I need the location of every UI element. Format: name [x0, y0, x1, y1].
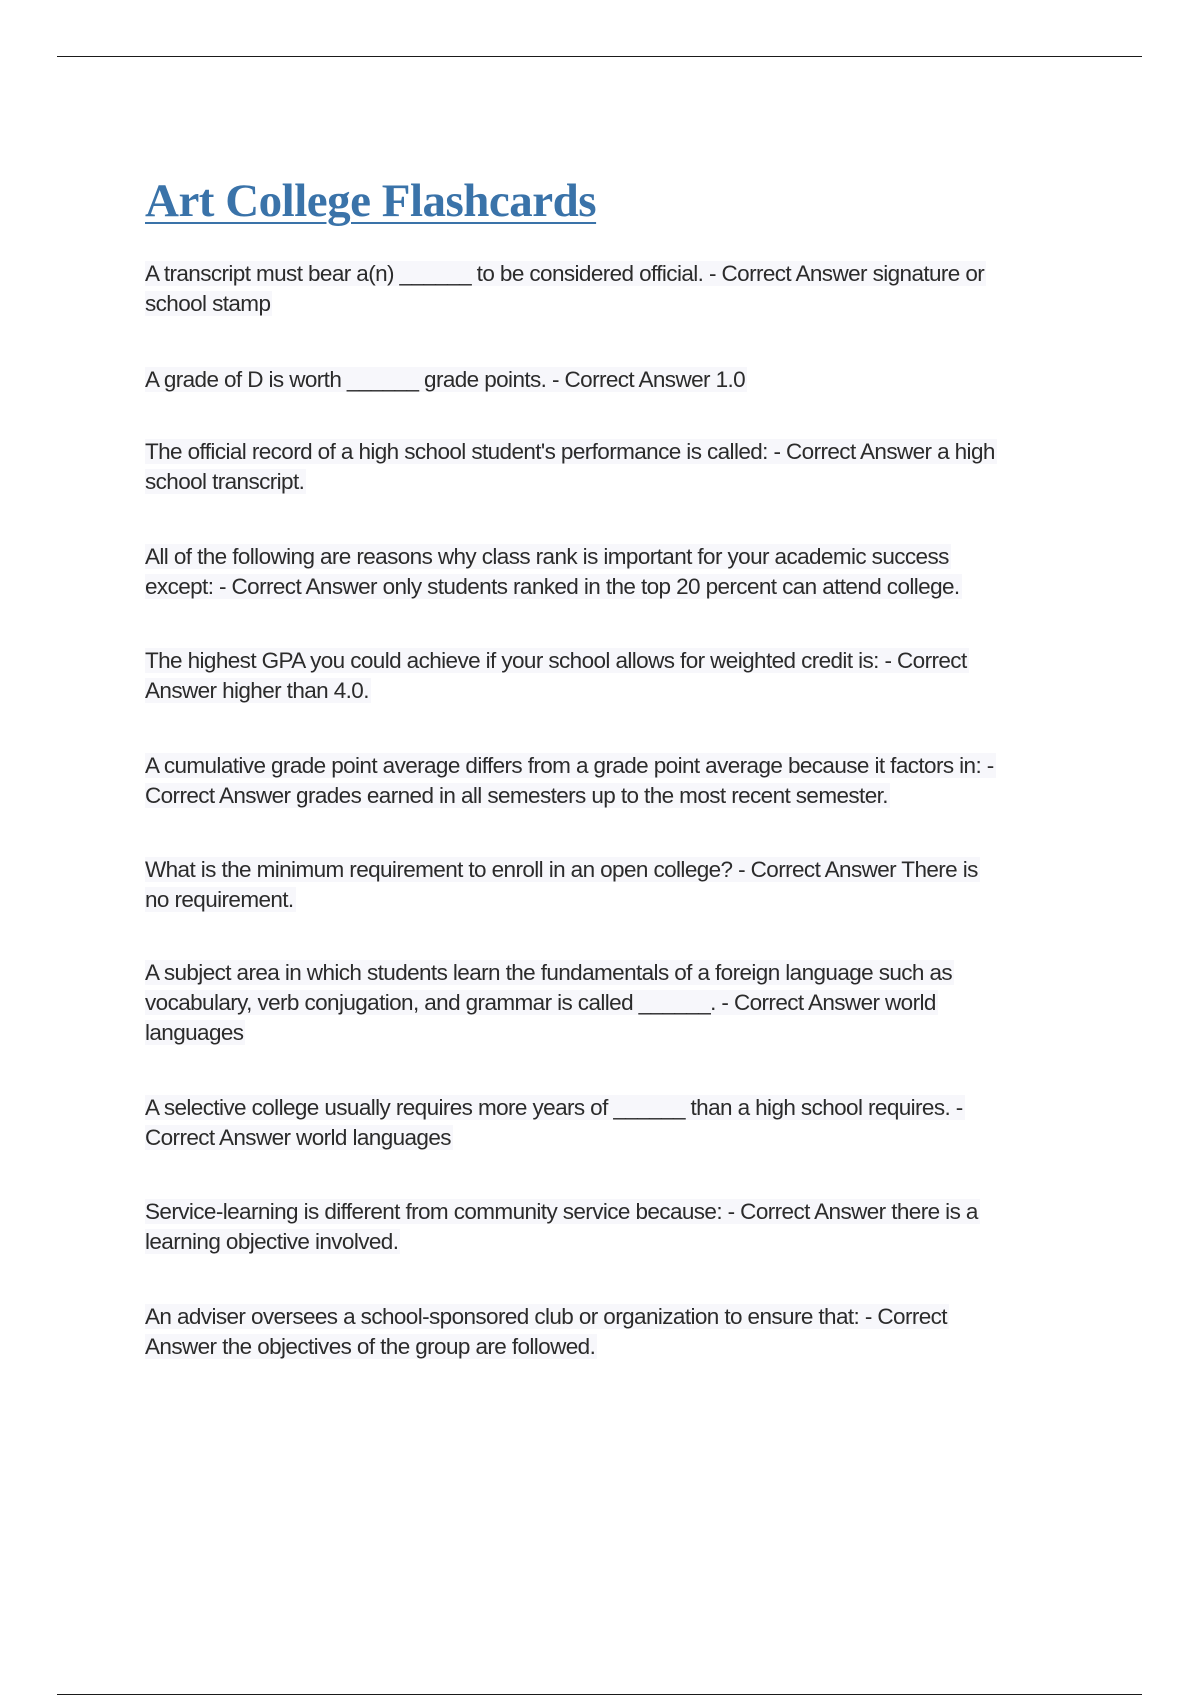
flashcard-line: Correct Answer world languages [145, 1125, 451, 1150]
flashcard [145, 365, 1095, 395]
flashcard [145, 855, 1095, 915]
flashcard-line: The highest GPA you could achieve if your school allows for weighted credit is: - Correct [145, 648, 967, 673]
flashcard-line: school stamp [145, 291, 271, 316]
flashcard-line: Answer the objectives of the group are followed. [145, 1334, 596, 1359]
flashcard-line: An adviser oversees a school-sponsored club or organization to ensure that: - Correct [145, 1304, 947, 1329]
flashcard [145, 646, 1095, 706]
flashcard [145, 437, 1095, 497]
flashcard-line: The official record of a high school student's performance is called: - Correct Answer a high [145, 439, 995, 464]
header-rule [57, 56, 1142, 57]
flashcard [145, 259, 1095, 319]
flashcard [145, 542, 1095, 602]
flashcard [145, 1093, 1095, 1153]
flashcard-line: Correct Answer grades earned in all semesters up to the most recent semester. [145, 783, 888, 808]
footer-rule [57, 1694, 1142, 1695]
flashcard-line: Service-learning is different from community service because: - Correct Answer there is a [145, 1199, 978, 1224]
flashcard-line: languages [145, 1020, 244, 1045]
flashcard-line: A transcript must bear a(n) ______ to be considered official. - Correct Answer signature or [145, 261, 985, 286]
flashcard-line: vocabulary, verb conjugation, and grammar is called ______. - Correct Answer world [145, 990, 936, 1015]
flashcard-line: A cumulative grade point average differs from a grade point average because it factors in: - [145, 753, 994, 778]
flashcard-line: A selective college usually requires more years of ______ than a high school requires. - [145, 1095, 963, 1120]
flashcard-line: What is the minimum requirement to enroll in an open college? - Correct Answer There is [145, 857, 978, 882]
flashcard-line: All of the following are reasons why class rank is important for your academic success [145, 544, 949, 569]
document-title: Art College Flashcards [145, 175, 597, 227]
flashcard-line: learning objective involved. [145, 1229, 399, 1254]
flashcard-line: no requirement. [145, 887, 294, 912]
flashcard-line: Answer higher than 4.0. [145, 678, 369, 703]
flashcard [145, 958, 1095, 1048]
flashcard-line: A subject area in which students learn the fundamentals of a foreign language such as [145, 960, 953, 985]
flashcard-line: A grade of D is worth ______ grade points. - Correct Answer 1.0 [145, 367, 746, 392]
flashcard [145, 1197, 1095, 1257]
flashcard-line: except: - Correct Answer only students ranked in the top 20 percent can attend college. [145, 574, 960, 599]
flashcard [145, 1302, 1095, 1362]
flashcard-line: school transcript. [145, 469, 305, 494]
flashcard [145, 751, 1095, 811]
